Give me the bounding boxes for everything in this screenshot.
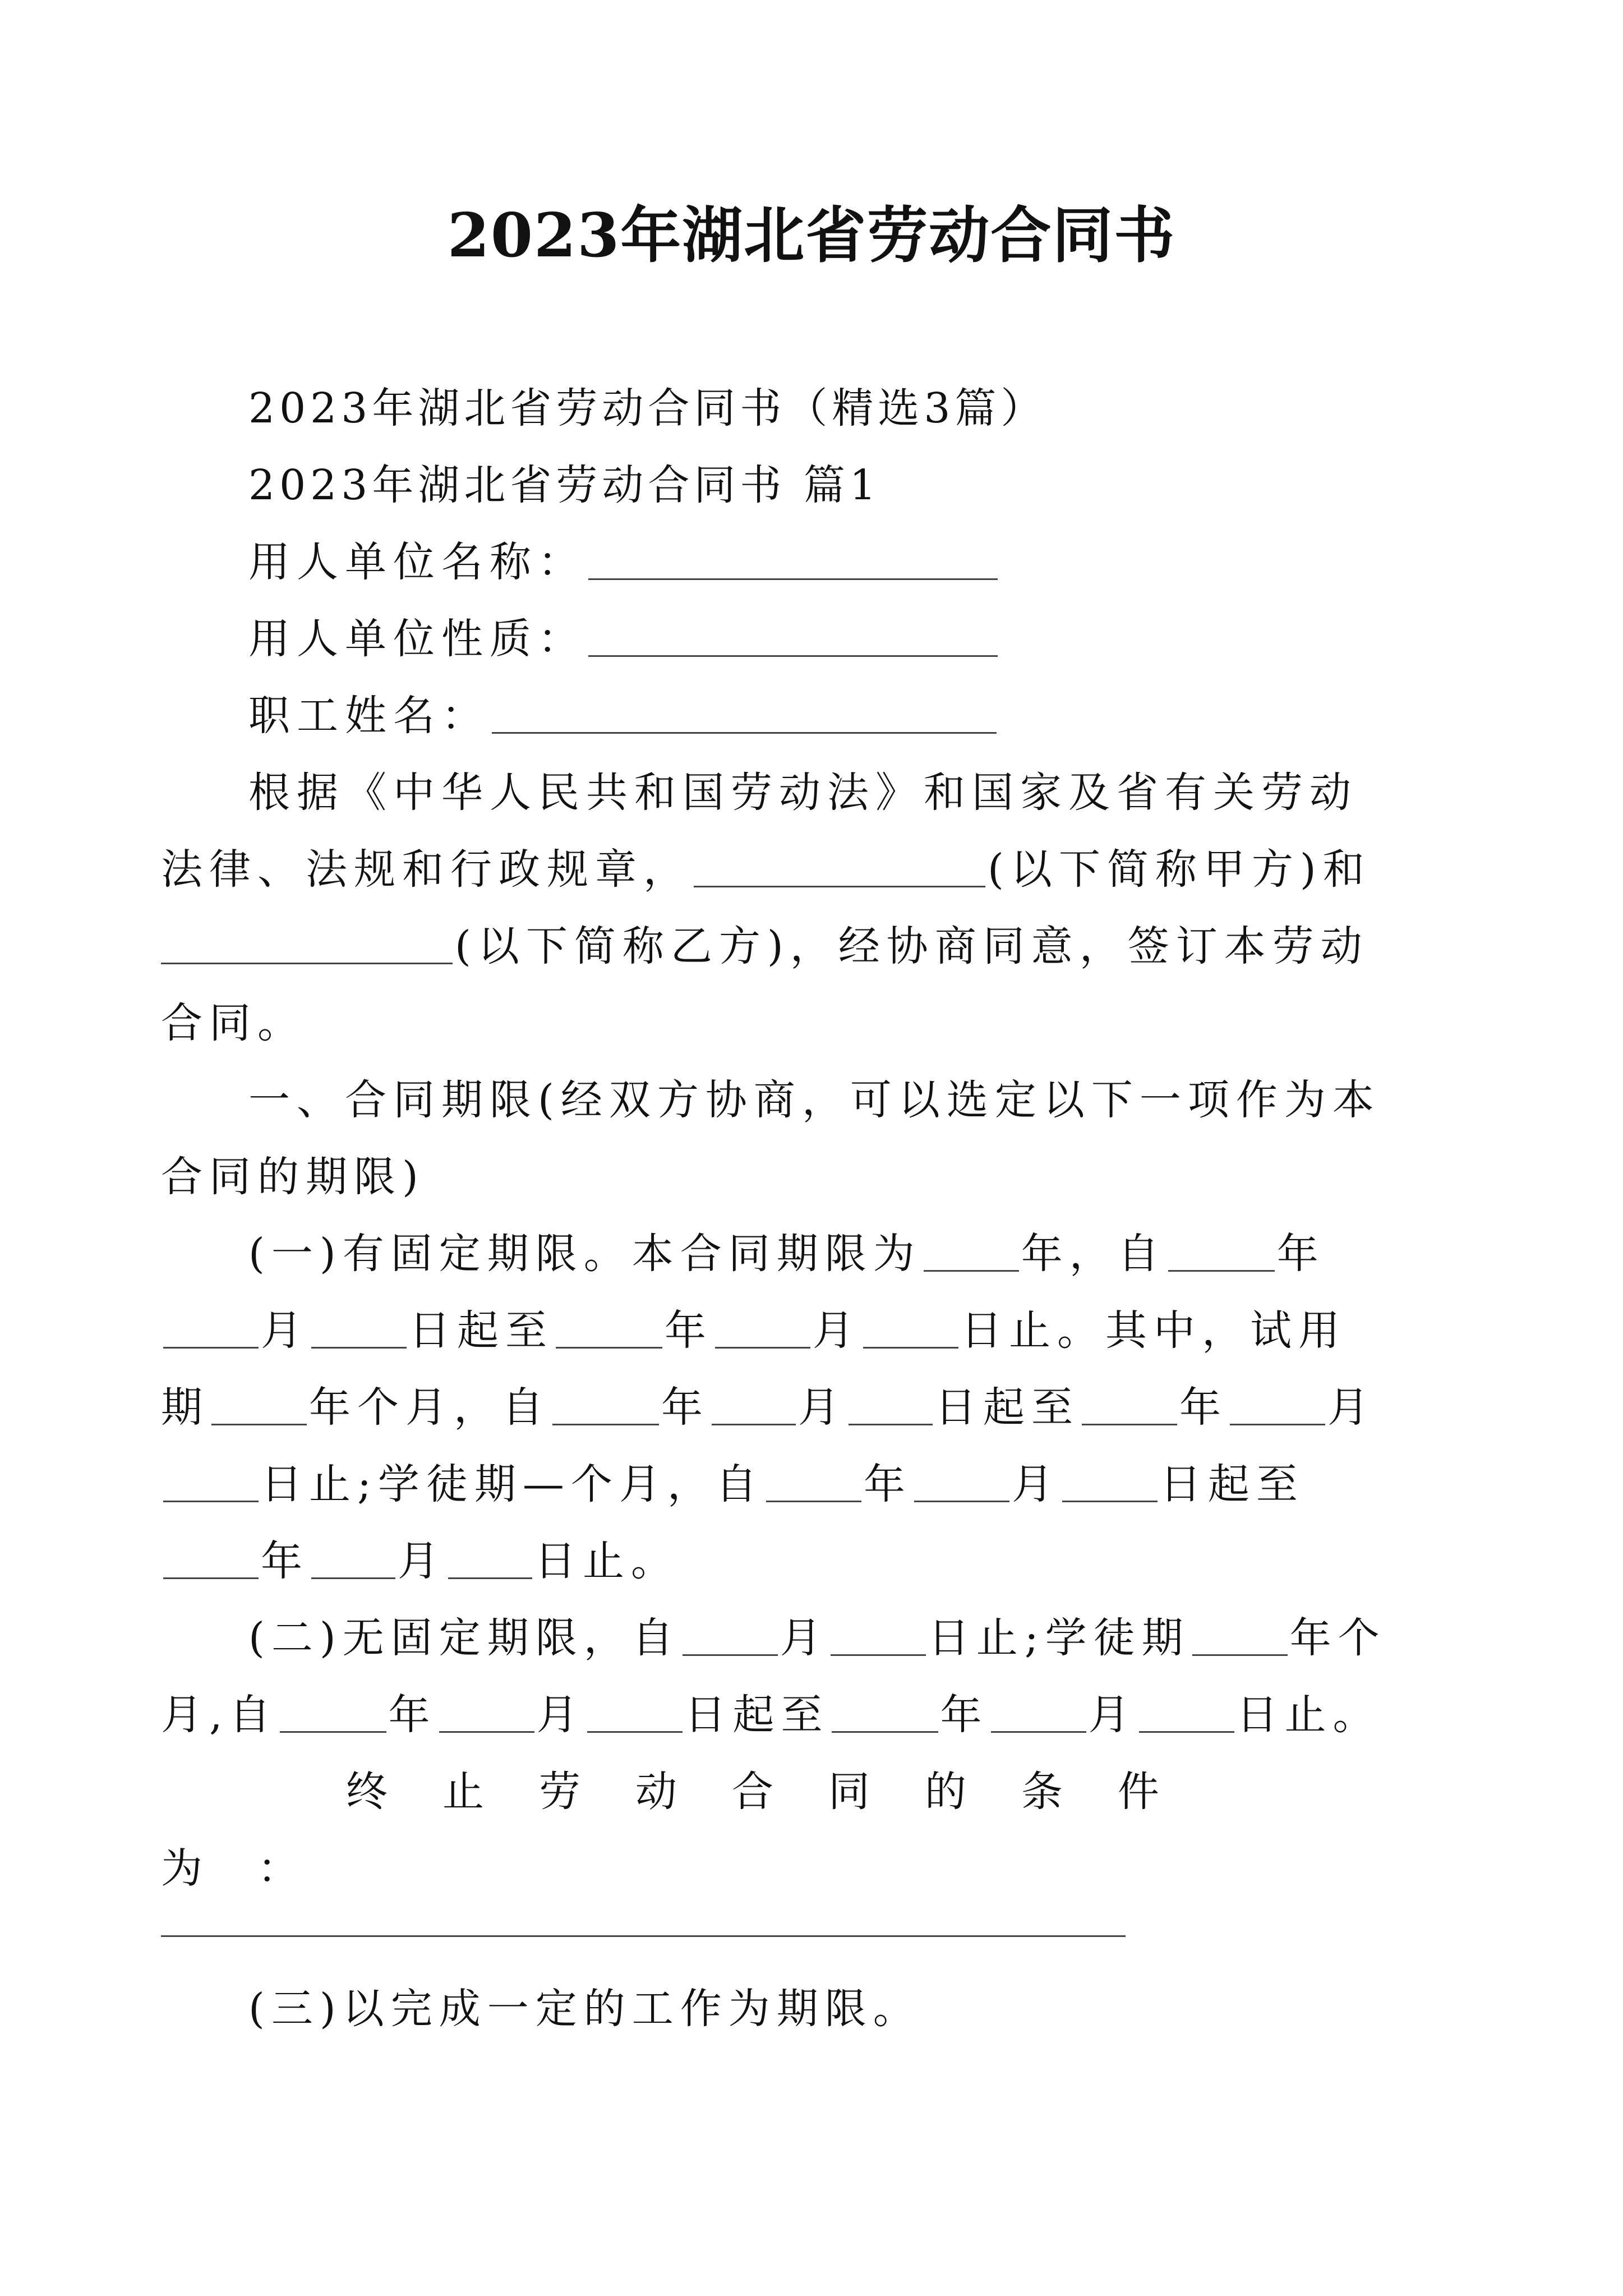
blank-unfixed-start-month[interactable]: [683, 1615, 778, 1656]
unfixed-term-text: 日止;学徒期: [928, 1614, 1190, 1662]
blank-probation-end-year[interactable]: [1082, 1384, 1177, 1425]
task-term-text: (三)以完成一定的工作为期限。: [248, 1985, 921, 2033]
blank-probation-end-month[interactable]: [1230, 1384, 1325, 1425]
party-b-blank[interactable]: [161, 923, 453, 964]
blank-probation-end-day[interactable]: [163, 1461, 259, 1502]
termination-conditions-blank[interactable]: [161, 1935, 1126, 1937]
blank-apprentice-end-month[interactable]: [311, 1538, 395, 1579]
fixed-term-text: 年: [661, 1383, 709, 1432]
section-heading-text: 2023年湖北省劳动合同书 篇1: [248, 461, 880, 509]
section-heading: [248, 447, 1393, 524]
unfixed-term-text: 年: [940, 1691, 989, 1739]
fixed-term-text: 月: [261, 1306, 309, 1355]
blank-unfixed-apprentice-years[interactable]: [1192, 1615, 1288, 1656]
fixed-term-text: (一)有固定期限。本合同期限为: [248, 1230, 921, 1278]
fixed-term-text: 月: [1011, 1460, 1060, 1508]
termination-label: 终止劳动合同的条件为：: [161, 1768, 1214, 1893]
unfixed-term-text: 月: [780, 1614, 828, 1662]
fixed-term-text: 日起至: [1159, 1460, 1304, 1508]
blank-end-month[interactable]: [715, 1308, 810, 1349]
preamble-part2: (以下简称甲方)和: [988, 845, 1371, 894]
fixed-term-text: 年: [1179, 1383, 1228, 1432]
blank-apprentice-start-year[interactable]: [766, 1461, 861, 1502]
blank-end-day[interactable]: [863, 1308, 958, 1349]
fixed-term-text: 月: [1327, 1383, 1376, 1432]
fixed-term-text: 月: [813, 1306, 861, 1355]
employer-nature-blank[interactable]: [588, 616, 998, 657]
employer-name-label: 用人单位名称：: [248, 538, 586, 586]
blank-unfixed-start-day[interactable]: [831, 1615, 926, 1656]
blank-start-year[interactable]: [1168, 1231, 1275, 1272]
blank-years[interactable]: [924, 1231, 1019, 1272]
fixed-term-text: 日止。其中，试用期: [161, 1306, 1347, 1432]
fixed-term-text: 年: [665, 1306, 713, 1355]
unfixed-term-text: 年: [388, 1691, 437, 1739]
document-body: [248, 370, 1393, 754]
blank-probation-start-year[interactable]: [552, 1384, 659, 1425]
unfixed-term-text: 日止。: [1236, 1691, 1381, 1739]
clause1-fixed-term: [161, 1216, 1393, 1600]
fixed-term-text: 年: [1276, 1230, 1325, 1278]
subtitle-text: 2023年湖北省劳动合同书（精选3篇）: [248, 384, 1047, 432]
blank-unfixed-apprentice-start-day[interactable]: [587, 1692, 683, 1733]
fixed-term-text: 年个月，自: [309, 1383, 550, 1432]
preamble-part1: 根据《中华人民共和国劳动法》和国家及省有关劳动法律、法规和行政规章，: [161, 769, 1358, 894]
clause1-unfixed-term: [161, 1600, 1393, 1754]
preamble-part3: (以下简称乙方)，经协商同意，签订本劳动合同。: [161, 922, 1369, 1047]
unfixed-term-text: 日起至: [684, 1691, 829, 1739]
fixed-term-text: 日起至: [935, 1383, 1080, 1432]
unfixed-term-text: 月: [1088, 1691, 1137, 1739]
employer-name-row: [248, 524, 1393, 601]
fixed-term-text: 日起至: [409, 1306, 554, 1355]
fixed-term-text: 年，自: [1021, 1230, 1166, 1278]
document-subtitle: [248, 370, 1393, 447]
blank-apprentice-end-year[interactable]: [163, 1538, 259, 1579]
fixed-term-text: 年: [863, 1460, 912, 1508]
employee-name-label: 职工姓名：: [248, 692, 490, 740]
blank-start-month[interactable]: [163, 1308, 259, 1349]
fixed-term-text: 月: [798, 1383, 846, 1432]
blank-probation-years[interactable]: [211, 1384, 307, 1425]
blank-end-year[interactable]: [556, 1308, 662, 1349]
blank-probation-start-day[interactable]: [849, 1384, 933, 1425]
preamble-paragraph: [161, 754, 1393, 1062]
clause1-heading-text: 一、合同期限(经双方协商，可以选定以下一项作为本合同的期限): [161, 1076, 1381, 1201]
employer-nature-row: [248, 601, 1393, 678]
preamble-block: [161, 754, 1393, 2047]
blank-unfixed-apprentice-start-year[interactable]: [280, 1692, 386, 1733]
blank-apprentice-end-day[interactable]: [448, 1538, 532, 1579]
blank-start-day[interactable]: [311, 1308, 407, 1349]
document-title: 2023年湖北省劳动合同书: [447, 200, 1176, 271]
blank-unfixed-apprentice-end-month[interactable]: [991, 1692, 1086, 1733]
fixed-term-text: 年: [261, 1537, 309, 1585]
blank-apprentice-start-month[interactable]: [914, 1461, 1009, 1502]
fixed-term-text: 日止;学徒期—个月，自: [261, 1460, 764, 1508]
unfixed-term-text: 年个月,自: [161, 1614, 1386, 1739]
termination-conditions-row: [161, 1754, 1393, 1907]
blank-apprentice-start-day[interactable]: [1062, 1461, 1158, 1502]
unfixed-term-text: 月: [536, 1691, 585, 1739]
blank-unfixed-apprentice-start-month[interactable]: [439, 1692, 534, 1733]
blank-unfixed-apprentice-end-day[interactable]: [1139, 1692, 1234, 1733]
clause1-task-term: [161, 1971, 1393, 2047]
employee-name-row: [248, 678, 1393, 754]
unfixed-term-text: (二)无固定期限，自: [248, 1614, 680, 1662]
clause1-heading: [161, 1062, 1393, 1216]
blank-unfixed-apprentice-end-year[interactable]: [832, 1692, 938, 1733]
party-a-blank[interactable]: [694, 846, 985, 887]
employee-name-blank[interactable]: [492, 693, 997, 734]
employer-nature-label: 用人单位性质：: [248, 615, 586, 663]
employer-name-blank[interactable]: [588, 539, 998, 580]
blank-probation-start-month[interactable]: [712, 1384, 796, 1425]
fixed-term-text: 月: [398, 1537, 446, 1585]
fixed-term-text: 日止。: [534, 1537, 679, 1585]
